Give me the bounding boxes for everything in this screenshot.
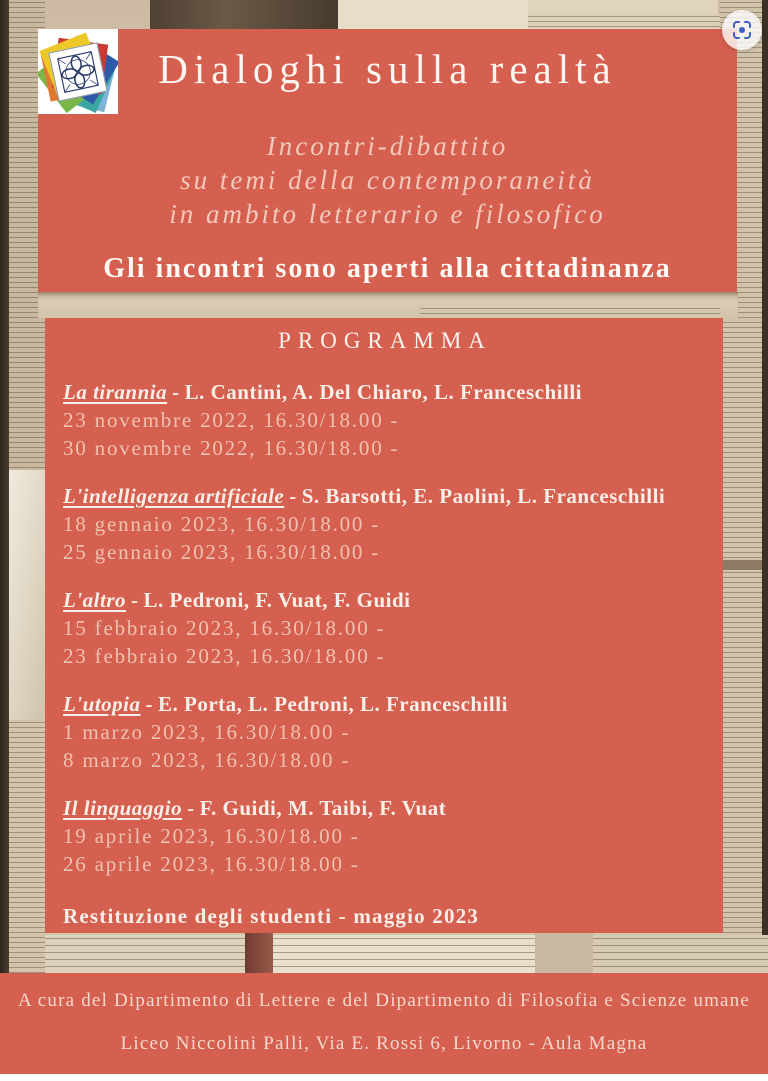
program-heading: PROGRAMMA: [278, 328, 492, 353]
event-speakers: E. Porta, L. Pedroni, L. Franceschilli: [158, 692, 508, 716]
event-speakers: L. Pedroni, F. Vuat, F. Guidi: [143, 588, 411, 612]
event-date: 25 gennaio 2023, 16.30/18.00 -: [63, 540, 381, 564]
event-block: [63, 586, 707, 670]
book-page-text: [273, 935, 535, 973]
event-title: [63, 586, 707, 614]
book-spine: [245, 933, 273, 973]
subtitle-line: in ambito letterario e filosofico: [169, 199, 606, 229]
open-to-public-banner: Gli incontri sono aperti alla cittadinanza: [103, 253, 672, 284]
book-page: [38, 292, 738, 318]
event-speakers: F. Guidi, M. Taibi, F. Vuat: [199, 796, 447, 820]
book-page-text: [420, 306, 720, 314]
event-date: 19 aprile 2023, 16.30/18.00 -: [63, 824, 360, 848]
footer-band: [0, 973, 768, 1074]
poster-subtitle: [38, 129, 737, 231]
event-block: [63, 482, 707, 566]
footer-venue: Liceo Niccolini Palli, Via E. Rossi 6, Livorno - Aula Magna: [120, 1033, 648, 1054]
event-date: 30 novembre 2022, 16.30/18.00 -: [63, 436, 400, 460]
book-page-text: [45, 935, 245, 973]
book-page: [528, 0, 718, 14]
book-gap: [718, 560, 762, 570]
students-restitution-note: Restituzione degli studenti - maggio 2023: [63, 904, 480, 928]
event-topic: La tirannia: [63, 380, 168, 404]
footer-departments: A cura del Dipartimento di Lettere e del Dipartimento di Filosofia e Scienze umane: [17, 990, 751, 1011]
book-gap: [535, 933, 593, 973]
event-block: [63, 378, 707, 462]
book-fore-edge: [9, 470, 45, 720]
program-panel: [45, 318, 723, 933]
book-page-text: [593, 935, 768, 973]
event-topic: L'altro: [63, 588, 127, 612]
separator: -: [289, 484, 297, 508]
event-title: [63, 482, 707, 510]
separator: -: [172, 380, 180, 404]
event-title: [63, 690, 707, 718]
event-date: 1 marzo 2023, 16.30/18.00 -: [63, 720, 351, 744]
book-edge: [762, 0, 768, 1074]
event-title: [63, 378, 707, 406]
header-band: [38, 29, 737, 292]
event-title: [63, 794, 707, 822]
event-speakers: L. Cantini, A. Del Chiaro, L. Franceschilli: [184, 380, 583, 404]
event-date: 18 gennaio 2023, 16.30/18.00 -: [63, 512, 381, 536]
event-topic: L'intelligenza artificiale: [63, 484, 285, 508]
book-spine: [0, 0, 9, 1074]
poster-title: Dialoghi sulla realtà: [158, 46, 617, 92]
visual-search-camera-icon: [731, 19, 753, 41]
event-topic: L'utopia: [63, 692, 141, 716]
visual-search-button[interactable]: [722, 10, 762, 50]
event-speakers: S. Barsotti, E. Paolini, L. Franceschilli: [301, 484, 666, 508]
event-date: 15 febbraio 2023, 16.30/18.00 -: [63, 616, 386, 640]
separator: -: [187, 796, 195, 820]
separator: -: [131, 588, 139, 612]
event-date: 26 aprile 2023, 16.30/18.00 -: [63, 852, 360, 876]
event-topic: Il linguaggio: [63, 796, 183, 820]
event-date: 23 febbraio 2023, 16.30/18.00 -: [63, 644, 386, 668]
event-block: [63, 794, 707, 878]
event-date: 23 novembre 2022, 16.30/18.00 -: [63, 408, 400, 432]
bottom-margin: [0, 1074, 768, 1081]
event-date: 8 marzo 2023, 16.30/18.00 -: [63, 748, 351, 772]
subtitle-line: Incontri-dibattito: [266, 131, 509, 161]
subtitle-line: su temi della contemporaneità: [180, 165, 595, 195]
separator: -: [145, 692, 154, 716]
event-block: [63, 690, 707, 774]
